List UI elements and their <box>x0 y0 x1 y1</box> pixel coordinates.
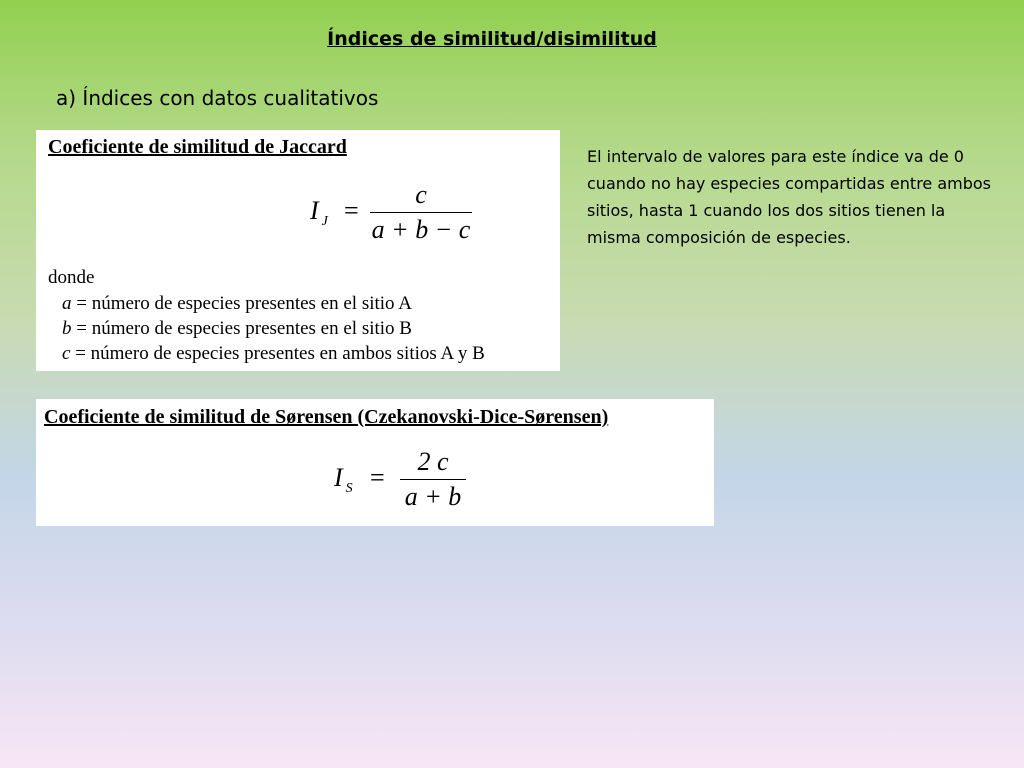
jaccard-denominator: a + b − c <box>371 215 471 244</box>
sorensen-equals: = <box>370 463 385 492</box>
definition-text: = número de especies presentes en ambos sitios A y B <box>70 343 485 364</box>
jaccard-numerator: c <box>415 180 427 209</box>
sorensen-lhs-subscript: S <box>345 481 353 496</box>
slide-subtitle: a) Índices con datos cualitativos <box>56 86 379 110</box>
sorensen-formula-lhs <box>334 463 353 497</box>
definition-list <box>62 291 485 366</box>
jaccard-equals: = <box>344 196 359 225</box>
sorensen-denominator: a + b <box>404 482 462 511</box>
definition-item <box>62 341 485 366</box>
jaccard-box <box>36 130 560 371</box>
definition-var: b <box>62 318 72 339</box>
jaccard-title: Coeficiente de similitud de Jaccard <box>48 136 347 158</box>
sorensen-fraction-bar <box>400 479 466 480</box>
sorensen-box <box>36 399 714 526</box>
definition-item <box>62 316 485 341</box>
sorensen-lhs-symbol: I <box>334 463 343 492</box>
slide-title: Índices de similitud/disimilitud <box>327 28 657 50</box>
sorensen-title: Coeficiente de similitud de Sørensen (Czekanovski-Dice-Sørensen) <box>44 406 609 428</box>
sorensen-numerator: 2 c <box>417 447 449 476</box>
definition-var: c <box>62 343 71 364</box>
jaccard-formula-lhs <box>310 196 328 230</box>
jaccard-fraction <box>370 180 472 245</box>
jaccard-lhs-symbol: I <box>310 196 319 225</box>
jaccard-formula <box>308 180 508 250</box>
sorensen-fraction <box>400 447 466 512</box>
definition-text: = número de especies presentes en el sitio B <box>71 318 412 339</box>
jaccard-lhs-subscript: J <box>321 214 328 229</box>
definition-text: = número de especies presentes en el sitio A <box>71 293 412 314</box>
definition-var: a <box>62 293 72 314</box>
jaccard-note: El intervalo de valores para este índice va de 0 cuando no hay especies compartidas entre ambos sitios, hasta 1 cuando los dos sitios tienen la misma composición de especies. <box>587 147 992 247</box>
sorensen-formula <box>332 447 492 517</box>
jaccard-fraction-bar <box>370 212 472 213</box>
definition-item <box>62 291 485 316</box>
donde-label: donde <box>48 267 95 288</box>
